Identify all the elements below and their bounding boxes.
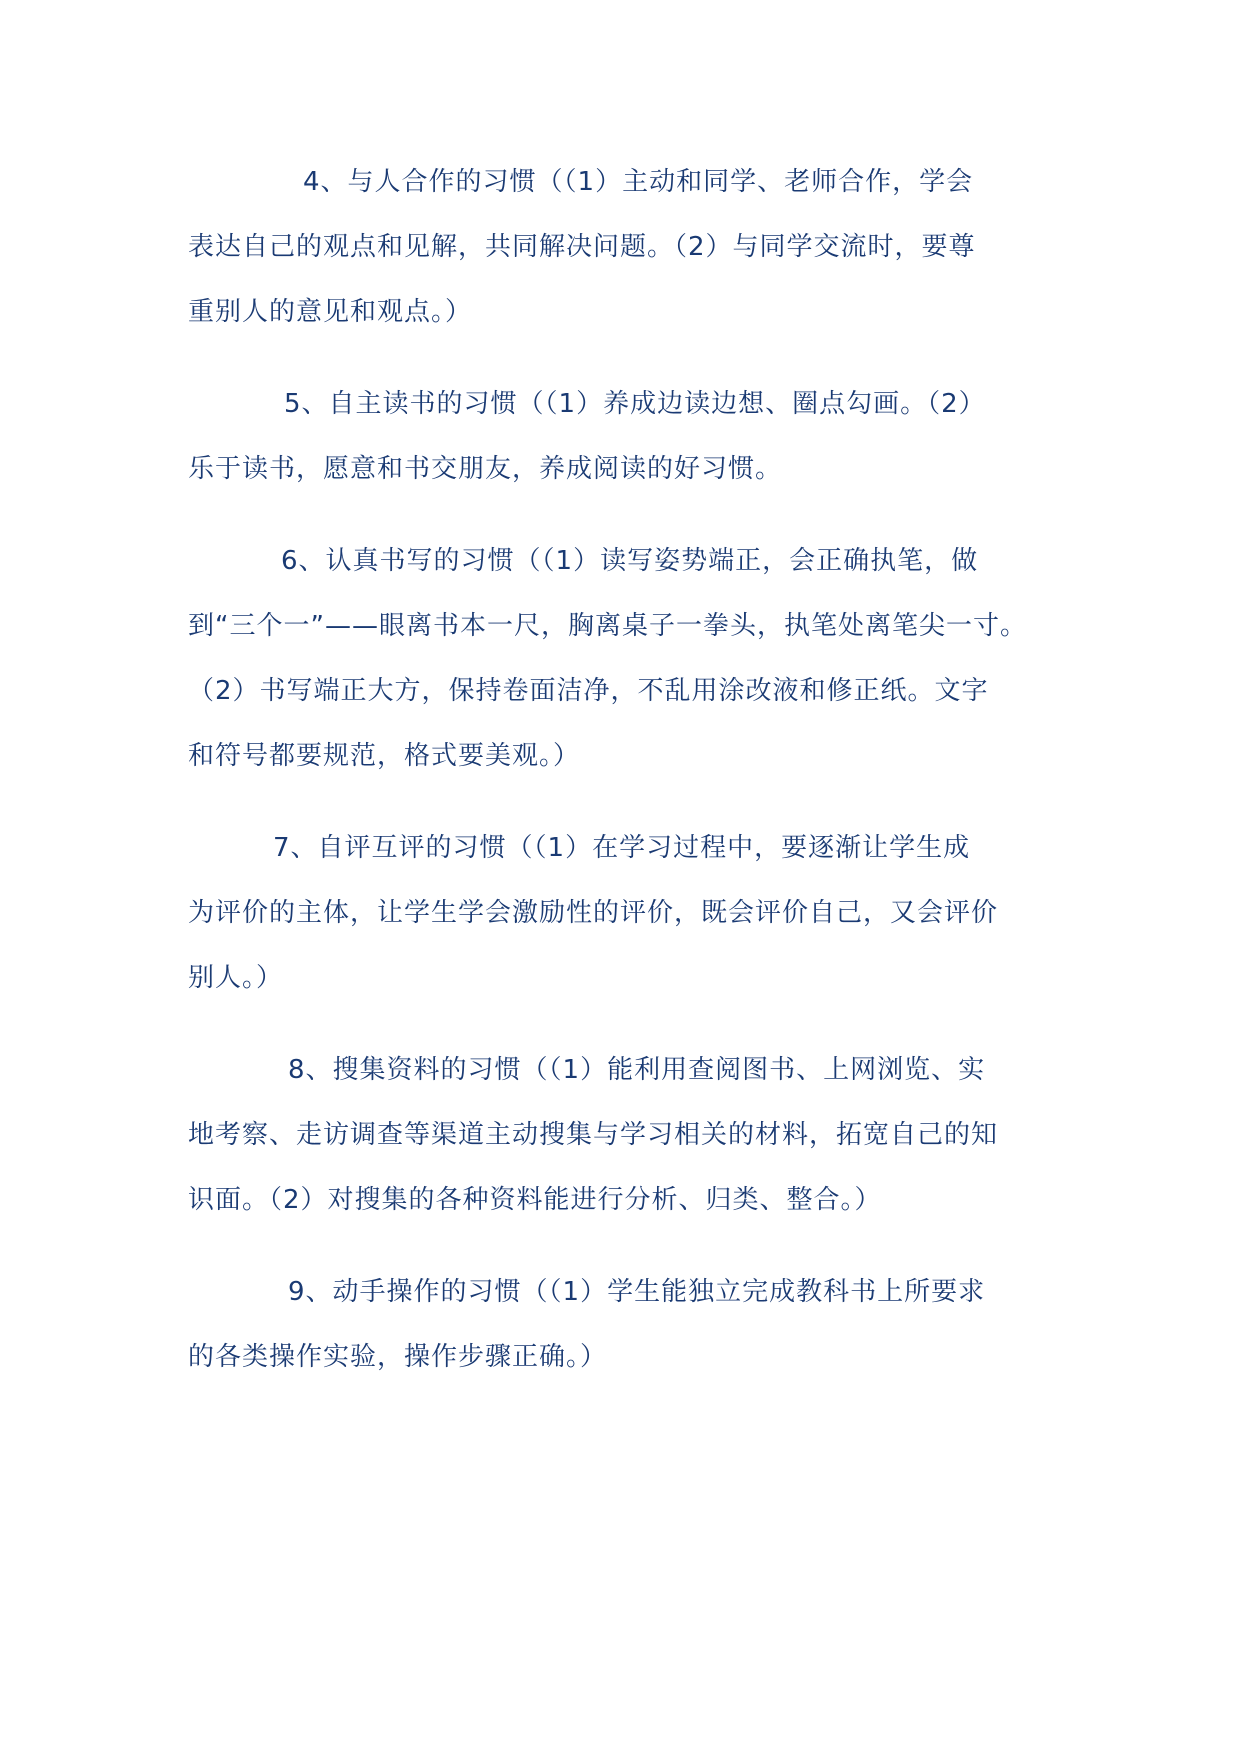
paragraph-9-line-2: 的各类操作实验，操作步骤正确。） — [188, 1342, 608, 1372]
paragraph-6-line-1: 6、认真书写的习惯（（1）读写姿势端正，会正确执笔，做 — [281, 546, 979, 576]
paragraph-4-line-2: 表达自己的观点和见解，共同解决问题。（2）与同学交流时，要尊 — [188, 232, 976, 262]
paragraph-6-line-3: （2）书写端正大方，保持卷面洁净，不乱用涂改液和修正纸。文字 — [188, 676, 989, 706]
paragraph-4-line-1: 4、与人合作的习惯（（1）主动和同学、老师合作，学会 — [303, 167, 974, 197]
paragraph-6-line-2: 到“三个一”——眼离书本一尺，胸离桌子一拳头，执笔处离笔尖一寸。 — [188, 611, 1027, 641]
paragraph-9-line-1: 9、动手操作的习惯（（1）学生能独立完成教科书上所要求 — [288, 1277, 986, 1307]
paragraph-7-line-3: 别人。） — [188, 963, 284, 993]
paragraph-8-line-2: 地考察、走访调查等渠道主动搜集与学习相关的材料，拓宽自己的知 — [188, 1120, 999, 1150]
paragraph-8-line-3: 识面。（2）对搜集的各种资料能进行分析、归类、整合。） — [188, 1185, 882, 1215]
paragraph-4-line-3: 重别人的意见和观点。） — [188, 297, 473, 327]
paragraph-5-line-2: 乐于读书，愿意和书交朋友，养成阅读的好习惯。 — [188, 454, 783, 484]
paragraph-8-line-1: 8、搜集资料的习惯（（1）能利用查阅图书、上网浏览、实 — [288, 1055, 986, 1085]
paragraph-7-line-2: 为评价的主体，让学生学会激励性的评价，既会评价自己，又会评价 — [188, 898, 999, 928]
paragraph-5-line-1: 5、自主读书的习惯（（1）养成边读边想、圈点勾画。（2） — [284, 389, 986, 419]
paragraph-7-line-1: 7、自评互评的习惯（（1）在学习过程中，要逐渐让学生成 — [273, 833, 971, 863]
paragraph-6-line-4: 和符号都要规范，格式要美观。） — [188, 741, 581, 771]
